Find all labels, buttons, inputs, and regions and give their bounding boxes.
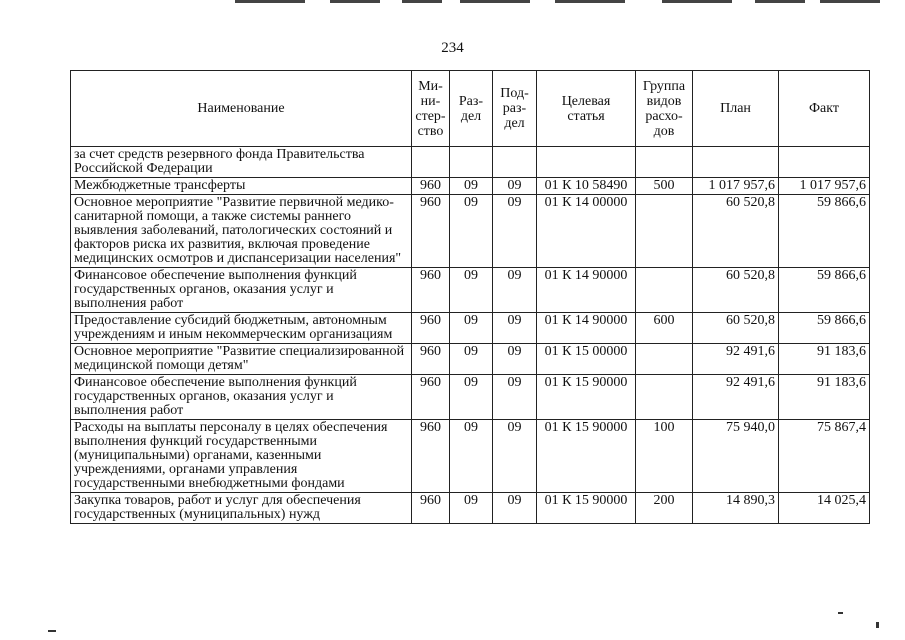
cell-section: 09 bbox=[450, 420, 493, 493]
header-expense-group bbox=[636, 71, 693, 147]
table-row bbox=[71, 268, 870, 313]
cell-subsection: 09 bbox=[493, 178, 537, 195]
top-edge-rule bbox=[402, 0, 442, 3]
cell-target: 01 К 15 00000 bbox=[537, 344, 636, 375]
cell-name: за счет средств резервного фонда Правительства Российской Федерации bbox=[71, 147, 412, 178]
cell-plan bbox=[693, 147, 779, 178]
cell-fact: 59 866,6 bbox=[779, 268, 870, 313]
cell-ministry: 960 bbox=[412, 313, 450, 344]
header-expense-group-label: Группа видов расхо- дов bbox=[642, 78, 686, 139]
top-edge-rule bbox=[235, 0, 305, 3]
cell-name: Основное мероприятие "Развитие первичной медико-санитарной помощи, а также системы раннего выявления заболеваний, патологических состояний и факторов риска их развития, включая проведение медицинских осмотров и диспансеризации населения" bbox=[71, 195, 412, 268]
cell-name: Финансовое обеспечение выполнения функций государственных органов, оказания услуг и выполнения работ bbox=[71, 268, 412, 313]
cell-group: 100 bbox=[636, 420, 693, 493]
cell-subsection: 09 bbox=[493, 420, 537, 493]
budget-table bbox=[70, 70, 870, 524]
page-number: 234 bbox=[441, 40, 464, 56]
cell-section: 09 bbox=[450, 195, 493, 268]
cell-section: 09 bbox=[450, 493, 493, 524]
cell-group bbox=[636, 268, 693, 313]
cell-section: 09 bbox=[450, 268, 493, 313]
cell-ministry: 960 bbox=[412, 420, 450, 493]
header-section bbox=[450, 71, 493, 147]
cell-group bbox=[636, 195, 693, 268]
cell-group: 500 bbox=[636, 178, 693, 195]
header-fact-label: Факт bbox=[808, 101, 839, 116]
cell-subsection bbox=[493, 147, 537, 178]
cell-group: 600 bbox=[636, 313, 693, 344]
header-name-label: Наименование bbox=[197, 101, 285, 116]
top-edge-rule bbox=[555, 0, 625, 3]
cell-name: Межбюджетные трансферты bbox=[71, 178, 412, 195]
cell-target: 01 К 15 90000 bbox=[537, 493, 636, 524]
scan-mark bbox=[838, 612, 843, 614]
cell-plan: 92 491,6 bbox=[693, 344, 779, 375]
cell-ministry: 960 bbox=[412, 268, 450, 313]
cell-subsection: 09 bbox=[493, 375, 537, 420]
cell-section bbox=[450, 147, 493, 178]
cell-plan: 1 017 957,6 bbox=[693, 178, 779, 195]
cell-group: 200 bbox=[636, 493, 693, 524]
scan-mark bbox=[48, 630, 56, 632]
cell-plan: 75 940,0 bbox=[693, 420, 779, 493]
cell-plan: 60 520,8 bbox=[693, 313, 779, 344]
cell-ministry: 960 bbox=[412, 375, 450, 420]
table-row bbox=[71, 178, 870, 195]
top-edge-rule bbox=[755, 0, 805, 3]
cell-section: 09 bbox=[450, 375, 493, 420]
cell-fact: 14 025,4 bbox=[779, 493, 870, 524]
cell-name: Расходы на выплаты персоналу в целях обеспечения выполнения функций государственными (муниципальными) органами, казенными учреждениями, органами управления государственными внебюджетными фондами bbox=[71, 420, 412, 493]
table-row bbox=[71, 195, 870, 268]
cell-group bbox=[636, 344, 693, 375]
cell-group bbox=[636, 375, 693, 420]
cell-fact: 91 183,6 bbox=[779, 344, 870, 375]
table-row bbox=[71, 313, 870, 344]
cell-fact: 59 866,6 bbox=[779, 195, 870, 268]
cell-target: 01 К 14 90000 bbox=[537, 268, 636, 313]
cell-fact: 75 867,4 bbox=[779, 420, 870, 493]
cell-name: Предоставление субсидий бюджетным, автономным учреждениям и иным некоммерческим организациям bbox=[71, 313, 412, 344]
cell-ministry: 960 bbox=[412, 493, 450, 524]
header-ministry bbox=[412, 71, 450, 147]
cell-target: 01 К 10 58490 bbox=[537, 178, 636, 195]
top-edge-rule bbox=[460, 0, 530, 3]
table-row bbox=[71, 344, 870, 375]
cell-subsection: 09 bbox=[493, 268, 537, 313]
cell-section: 09 bbox=[450, 178, 493, 195]
cell-subsection: 09 bbox=[493, 493, 537, 524]
header-section-label: Раз- дел bbox=[458, 93, 484, 124]
scan-mark bbox=[876, 622, 879, 628]
cell-target: 01 К 15 90000 bbox=[537, 420, 636, 493]
header-name bbox=[71, 71, 412, 147]
cell-plan: 14 890,3 bbox=[693, 493, 779, 524]
cell-target bbox=[537, 147, 636, 178]
cell-section: 09 bbox=[450, 313, 493, 344]
cell-subsection: 09 bbox=[493, 195, 537, 268]
header-fact bbox=[779, 71, 870, 147]
header-subsection-label: Под- раз- дел bbox=[500, 86, 529, 131]
cell-target: 01 К 14 00000 bbox=[537, 195, 636, 268]
cell-fact bbox=[779, 147, 870, 178]
cell-name: Основное мероприятие "Развитие специализированной медицинской помощи детям" bbox=[71, 344, 412, 375]
table-body bbox=[71, 147, 870, 524]
table-row bbox=[71, 375, 870, 420]
cell-fact: 1 017 957,6 bbox=[779, 178, 870, 195]
cell-plan: 60 520,8 bbox=[693, 268, 779, 313]
cell-subsection: 09 bbox=[493, 344, 537, 375]
header-plan bbox=[693, 71, 779, 147]
cell-name: Финансовое обеспечение выполнения функций государственных органов, оказания услуг и выполнения работ bbox=[71, 375, 412, 420]
top-edge-rule bbox=[662, 0, 732, 3]
cell-section: 09 bbox=[450, 344, 493, 375]
header-subsection bbox=[493, 71, 537, 147]
table-row bbox=[71, 493, 870, 524]
table-header-row bbox=[71, 71, 870, 147]
cell-ministry: 960 bbox=[412, 344, 450, 375]
top-edge-rule bbox=[330, 0, 380, 3]
header-plan-label: План bbox=[720, 101, 751, 116]
table-row bbox=[71, 420, 870, 493]
header-target-label: Целевая статья bbox=[561, 93, 611, 124]
header-ministry-label: Ми- ни- стер- ство bbox=[415, 78, 446, 139]
cell-fact: 59 866,6 bbox=[779, 313, 870, 344]
table-row bbox=[71, 147, 870, 178]
cell-name: Закупка товаров, работ и услуг для обеспечения государственных (муниципальных) нужд bbox=[71, 493, 412, 524]
cell-target: 01 К 14 90000 bbox=[537, 313, 636, 344]
header-target bbox=[537, 71, 636, 147]
cell-ministry: 960 bbox=[412, 195, 450, 268]
cell-group bbox=[636, 147, 693, 178]
cell-plan: 60 520,8 bbox=[693, 195, 779, 268]
cell-ministry bbox=[412, 147, 450, 178]
cell-target: 01 К 15 90000 bbox=[537, 375, 636, 420]
cell-plan: 92 491,6 bbox=[693, 375, 779, 420]
cell-subsection: 09 bbox=[493, 313, 537, 344]
cell-ministry: 960 bbox=[412, 178, 450, 195]
top-edge-rule bbox=[820, 0, 880, 3]
cell-fact: 91 183,6 bbox=[779, 375, 870, 420]
